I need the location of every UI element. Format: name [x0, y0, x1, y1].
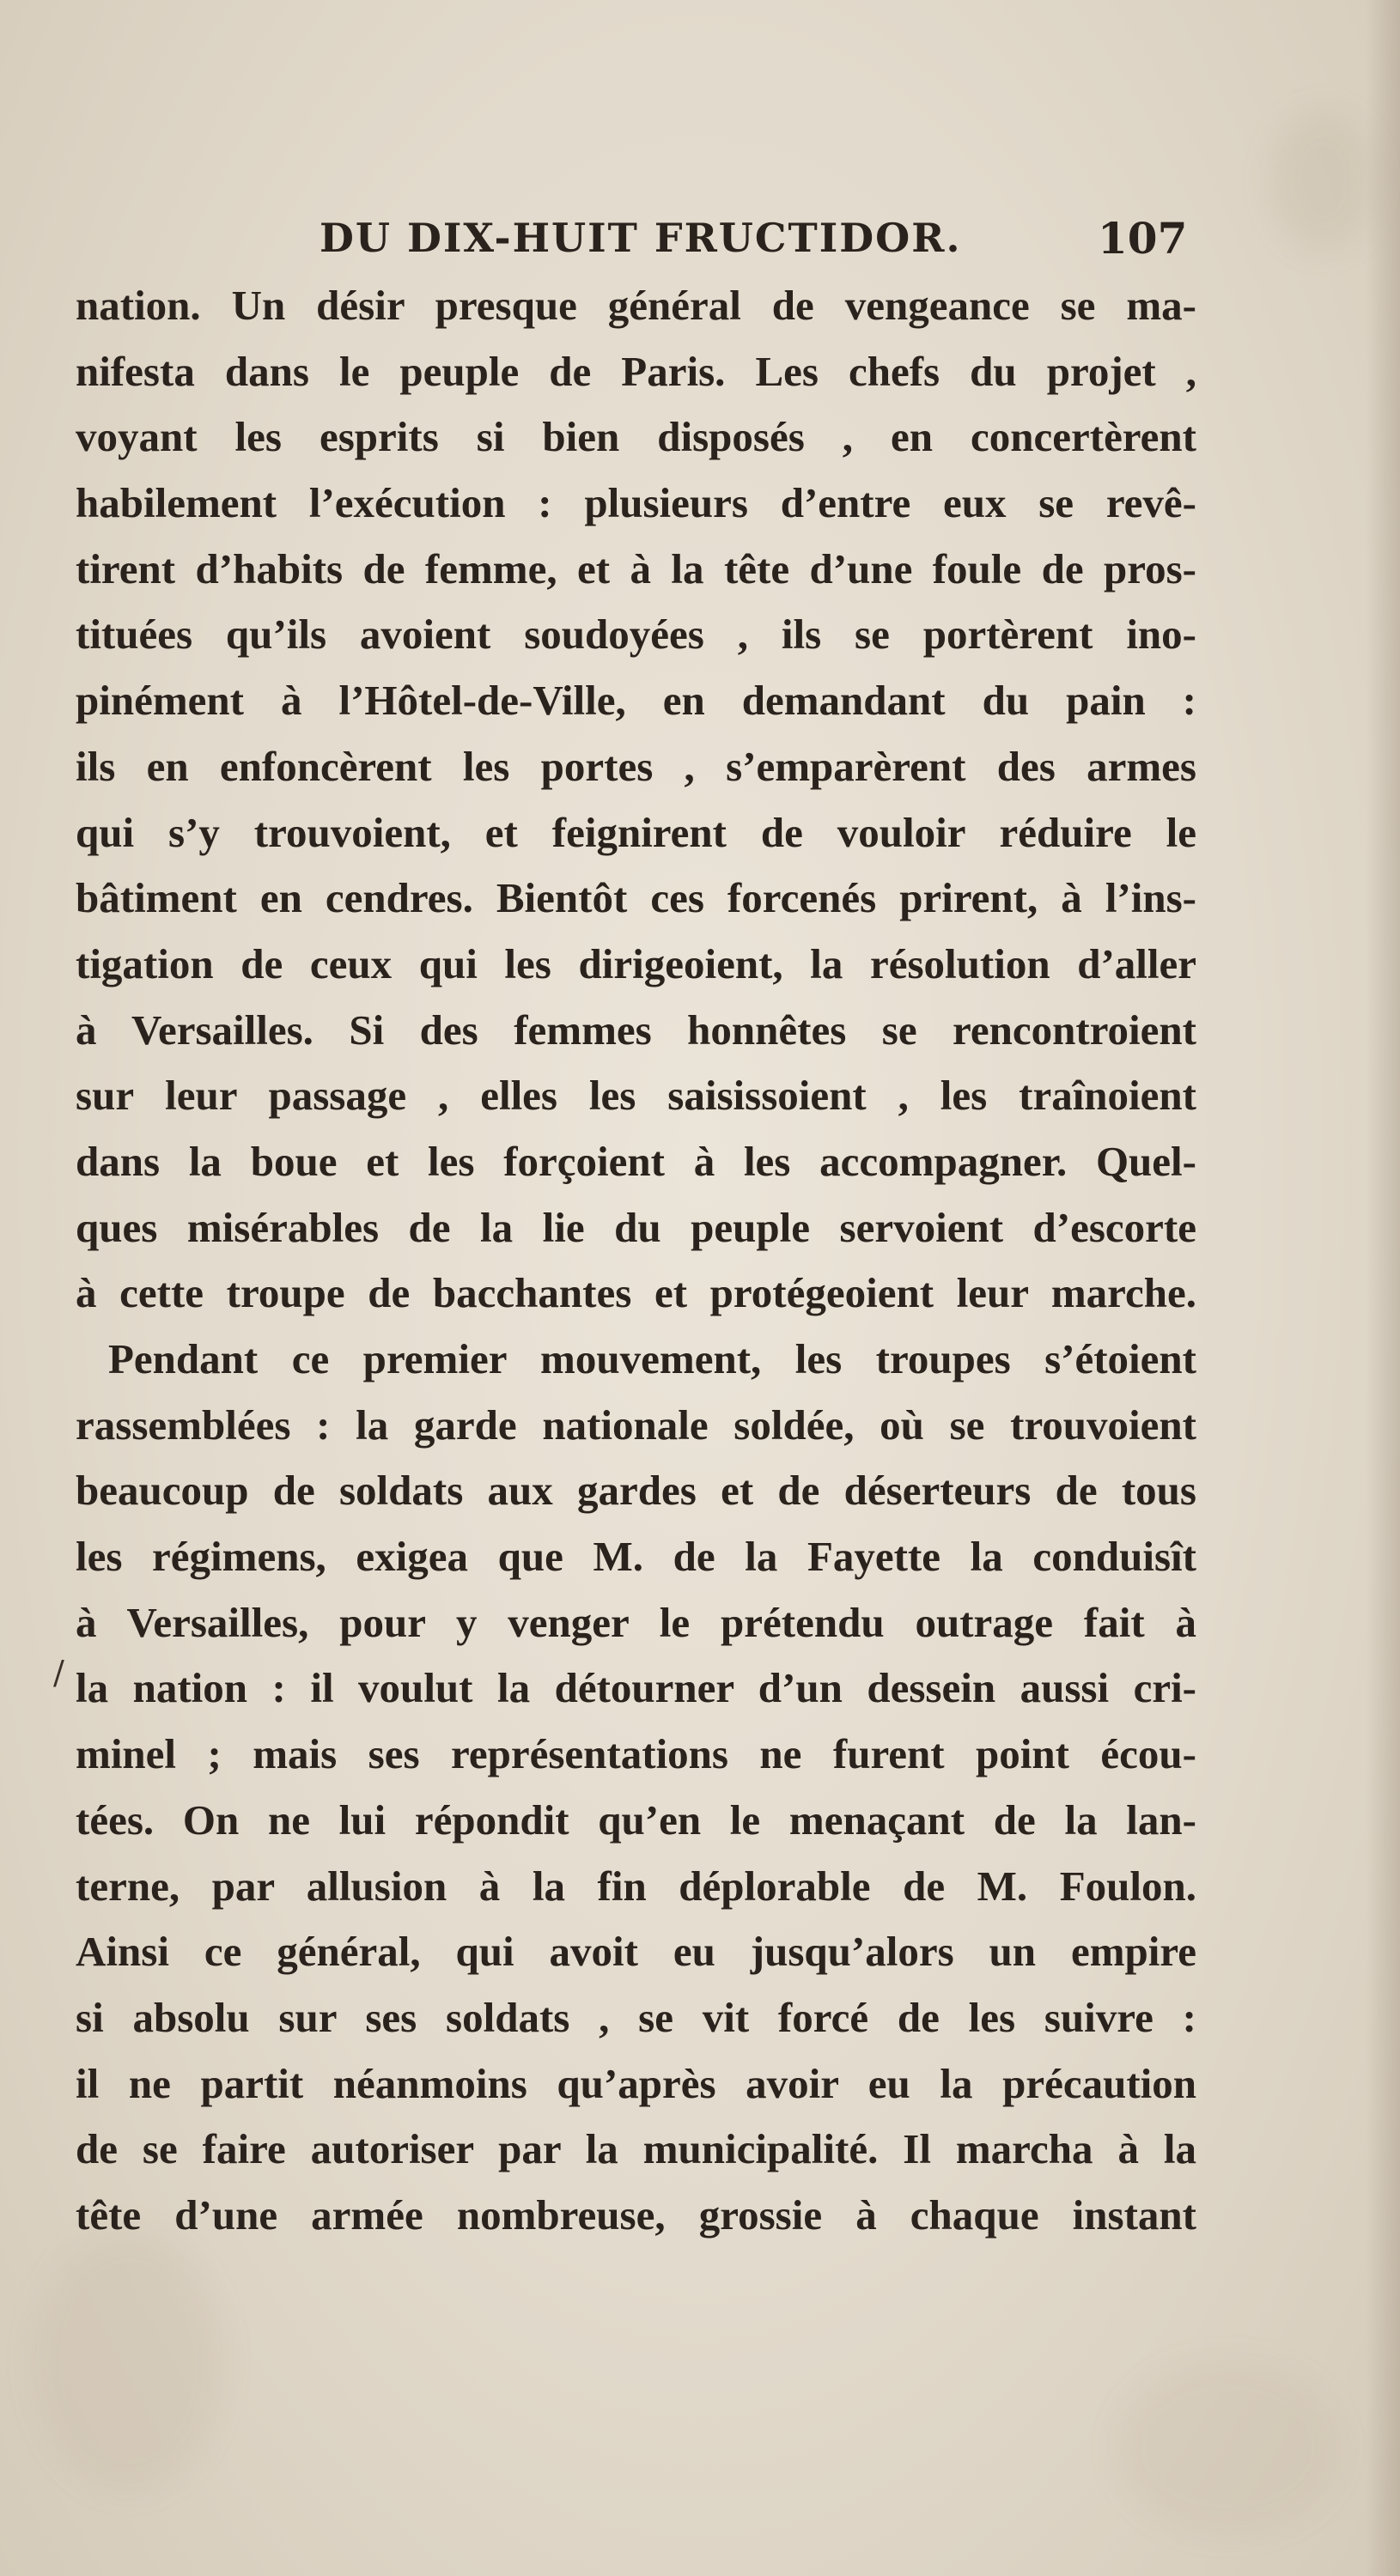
text-line: ils en enfoncèrent les portes , s’emparèrent des armes	[76, 742, 1196, 790]
text-line: rassemblées : la garde nationale soldée, où se trouvoient	[76, 1400, 1196, 1449]
text-line: tigation de ceux qui les dirigeoient, la résolution d’aller	[76, 939, 1196, 987]
text-line: tituées qu’ils avoient soudoyées , ils se portèrent ino-	[76, 611, 1196, 659]
text-line: si absolu sur ses soldats , se vit forcé de les suivre :	[76, 1993, 1196, 2041]
text-line: voyant les esprits si bien disposés , en concertèrent	[76, 413, 1196, 461]
text-line: Ainsi ce général, qui avoit eu jusqu’alors un empire	[76, 1928, 1196, 1976]
running-title: DU DIX-HUIT FRUCTIDOR.	[320, 215, 962, 261]
paragraph-first-line: Pendant ce premier mouvement, les troupes s’étoient	[108, 1335, 1196, 1382]
text-line: à cette troupe de bacchantes et protégeoient leur marche.	[76, 1269, 1196, 1317]
text-line: tête d’une armée nombreuse, grossie à chaque instant	[76, 2190, 1196, 2239]
text-line: la nation : il voulut la détourner d’un dessein aussi cri-	[76, 1664, 1196, 1712]
running-head	[0, 206, 1400, 266]
margin-mark: /	[53, 1654, 64, 1692]
text-line: tées. On ne lui répondit qu’en le menaçant de la lan-	[76, 1795, 1196, 1844]
text-line: qui s’y trouvoient, et feignirent de vouloir réduire le	[76, 808, 1196, 856]
text-line: de se faire autoriser par la municipalité. Il marcha à la	[76, 2125, 1196, 2173]
text-line: beaucoup de soldats aux gardes et de déserteurs de tous	[76, 1467, 1196, 1515]
text-line: minel ; mais ses représentations ne furent point écou-	[76, 1730, 1196, 1778]
text-line: il ne partit néanmoins qu’après avoir eu la précaution	[76, 2059, 1196, 2107]
text-line: habilement l’exécution : plusieurs d’entre eux se revê-	[76, 479, 1196, 527]
text-line: à Versailles, pour y venger le prétendu outrage fait à	[76, 1598, 1196, 1646]
text-line: tirent d’habits de femme, et à la tête d’une foule de pros-	[76, 544, 1196, 592]
text-line: sur leur passage , elles les saisissoient , les traînoient	[76, 1072, 1196, 1120]
paper-stain	[34, 2233, 223, 2490]
page-number: 107	[1098, 213, 1188, 264]
text-line: bâtiment en cendres. Bientôt ces forcenés prirent, à l’ins-	[76, 874, 1196, 922]
text-line: dans la boue et les forçoient à les accompagner. Quel-	[76, 1137, 1196, 1185]
text-line: terne, par allusion à la fin déplorable de M. Foulon.	[76, 1862, 1196, 1910]
page-edge-shadow	[1366, 0, 1400, 2576]
body-text	[76, 273, 1196, 2249]
paper-stain	[1117, 2361, 1340, 2533]
text-line: ques misérables de la lie du peuple servoient d’escorte	[76, 1203, 1196, 1251]
text-line: nation. Un désir presque général de vengeance se ma-	[76, 282, 1196, 329]
text-line: nifesta dans le peuple de Paris. Les chefs du projet ,	[76, 347, 1196, 395]
text-line: les régimens, exigea que M. de la Fayette la conduisît	[76, 1533, 1196, 1581]
text-line: à Versailles. Si des femmes honnêtes se rencontroient	[76, 1005, 1196, 1054]
text-line: pinément à l’Hôtel-de-Ville, en demandant du pain :	[76, 677, 1196, 725]
